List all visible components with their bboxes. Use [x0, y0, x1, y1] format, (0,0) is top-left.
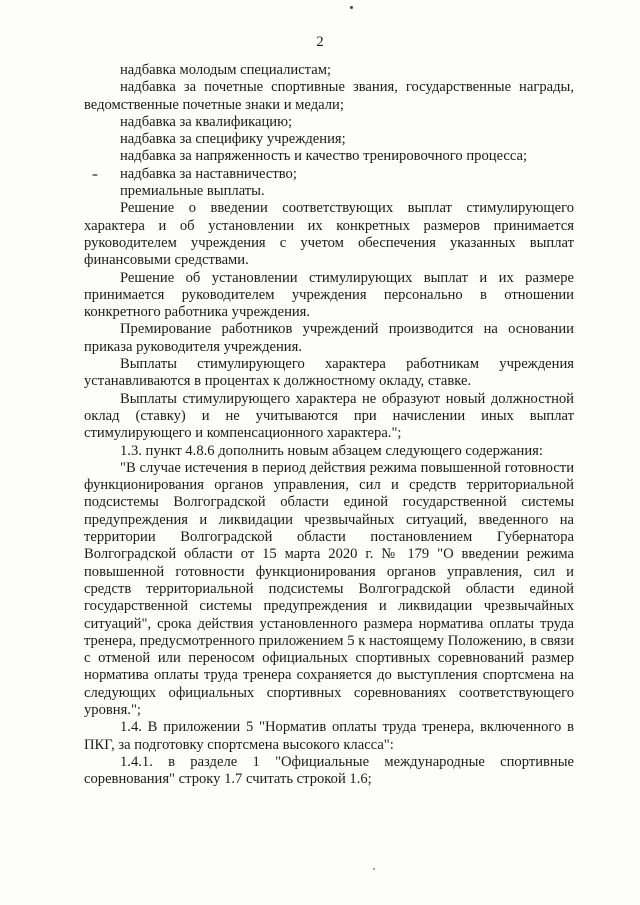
- paragraph: Выплаты стимулирующего характера работникам учреждения устанавливаются в процентах к должностному окладу, ставке.: [84, 356, 574, 390]
- paragraph: надбавка за специфику учреждения;: [120, 131, 346, 148]
- page-number: 2: [316, 34, 324, 50]
- paragraph: надбавка за напряженность и качество тренировочного процесса;: [120, 148, 528, 165]
- paragraph: Решение об установлении стимулирующих выплат и их размере принимается руководителем учреждения персонально в отношении конкретного работника учреждения.: [84, 269, 574, 321]
- scan-speck: [373, 868, 375, 870]
- document-body: [84, 62, 574, 788]
- scan-speck: [350, 6, 353, 9]
- paragraph: надбавка молодым специалистам;: [120, 62, 331, 78]
- paragraph: надбавка за квалификацию;: [120, 113, 293, 130]
- paragraph: надбавка за наставничество;: [120, 165, 297, 182]
- paragraph: 1.4. В приложении 5 "Норматив оплаты труда тренера, включенного в ПКГ, за подготовку спортсмена высокого класса":: [84, 719, 574, 753]
- paragraph: премиальные выплаты.: [120, 183, 265, 200]
- paragraph: Решение о введении соответствующих выплат стимулирующего характера и об установлении их конкретных размеров принимается руководителем учреждения с учетом обеспечения указанных выплат финансовыми средствами.: [84, 200, 574, 269]
- paragraph: надбавка за почетные спортивные звания, государственные награды, ведомственные почетные знаки и медали;: [84, 79, 574, 113]
- paragraph: 1.4.1. в разделе 1 "Официальные международные спортивные соревнования" строку 1.7 считать строкой 1.6;: [84, 753, 574, 788]
- paragraph: 1.3. пункт 4.8.6 дополнить новым абзацем следующего содержания:: [120, 442, 543, 459]
- paragraph: "В случае истечения в период действия режима повышенной готовности функционирования органов управления, сил и средств территориальной подсистемы Волгоградской области единой государственной системы предупреждения и ликвидации чрезвычайных ситуаций, введенного на территории Волгоградской области постановлением Губернатора Волгоградской области от 15 марта 2020 г. № 179 "О введении режима повышенной готовности функционирования органов управления, сил и средств территориальной подсистемы Волгоградской области единой государственной системы предупреждения и ликвидации чрезвычайных ситуаций", срока действия установленного размера норматива оплаты труда тренера, предусмотренного приложением 5 к настоящему Положению, в связи с отменой или переносом официальных спортивных соревнований размер норматива оплаты труда тренера сохраняется до выступления спортсмена на следующих официальных спортивных соревнованиях соответствующего уровня.";: [84, 459, 574, 718]
- paragraph: Выплаты стимулирующего характера не образуют новый должностной оклад (ставку) и не учитываются при начислении иных выплат стимулирующего и компенсационного характера.";: [84, 390, 574, 442]
- paragraph: Премирование работников учреждений производится на основании приказа руководителя учреждения.: [84, 321, 574, 355]
